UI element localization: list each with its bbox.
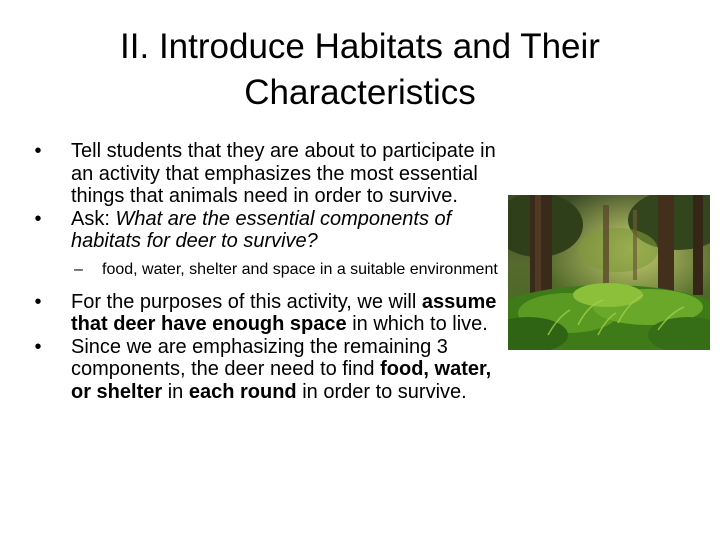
title-line-2: Characteristics (244, 73, 476, 112)
slide-body (28, 140, 508, 403)
bullet-marker: • (34, 140, 42, 162)
bullet-emphasis: food, water, or shelter (71, 358, 492, 403)
bullet-item (28, 336, 508, 404)
sub-bullet-marker: – (74, 260, 83, 278)
sub-bullet-item (28, 261, 508, 279)
bullet-text-mid: in (162, 380, 189, 403)
bullet-text-prefix: Since we are emphasizing the remaining 3 components, the deer need to find (71, 335, 448, 380)
bullet-text-prefix: Ask: (71, 207, 116, 230)
sub-bullet-text: food, water, shelter and space in a suitable environment (102, 260, 498, 278)
title-line-1: II. Introduce Habitats and Their (120, 27, 600, 66)
bullet-emphasis: each round (188, 380, 297, 403)
bullet-marker: • (34, 335, 42, 358)
bullet-text-suffix: in which to live. (346, 313, 488, 335)
bullet-question: What are the essential components of habitats for deer to survive? (71, 207, 452, 252)
bullet-item (28, 208, 508, 253)
bullet-text-prefix: For the purposes of this activity, we will (71, 290, 422, 313)
bullet-text-suffix: in order to survive. (296, 380, 467, 403)
bullet-emphasis: assume that deer have enough space (71, 290, 497, 335)
forest-illustration (508, 195, 710, 350)
bullet-marker: • (34, 207, 42, 230)
bullet-item (28, 140, 508, 208)
bullet-text: Tell students that they are about to participate in an activity that emphasizes the most essential things that animals need in order to survive. (71, 140, 496, 207)
bullet-item (28, 291, 508, 336)
forest-photo (508, 195, 710, 350)
slide-title (40, 24, 680, 116)
bullet-marker: • (34, 290, 42, 313)
